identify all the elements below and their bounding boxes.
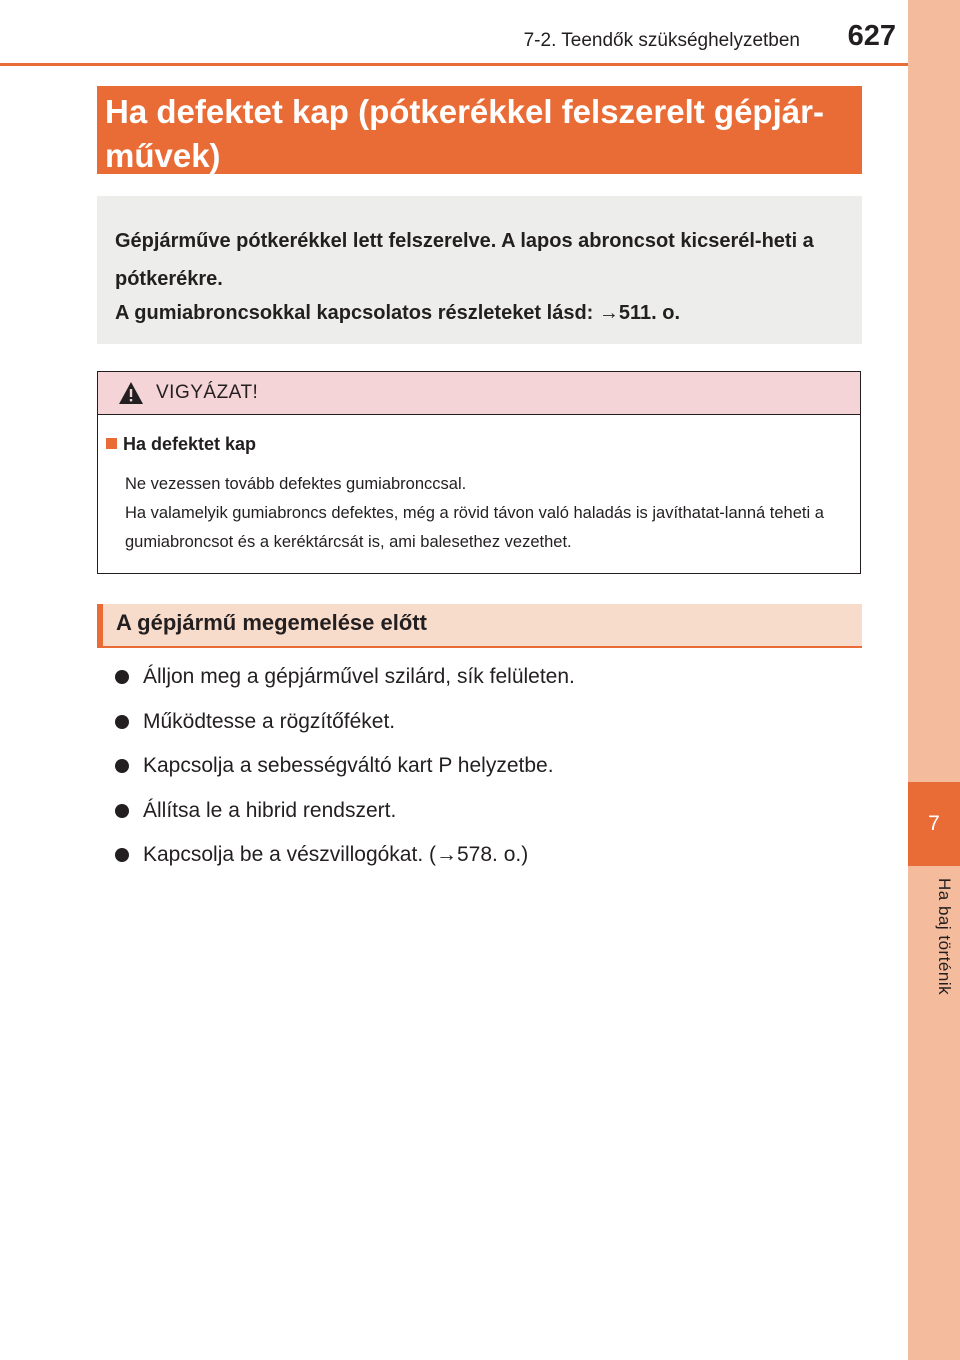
list-item	[115, 744, 875, 789]
bullet-dot-icon	[115, 715, 129, 729]
list-item	[115, 700, 875, 745]
side-tab-strip	[908, 0, 960, 1360]
caution-box	[97, 371, 861, 574]
chapter-title-tab: Ha baj történik	[935, 878, 954, 996]
intro-reference: A gumiabroncsokkal kapcsolatos részleteket lásd: →511. o.	[115, 302, 681, 324]
section-accent-bar	[97, 604, 103, 646]
square-bullet-icon	[106, 438, 117, 449]
list-item-text: Álljon meg a gépjárművel szilárd, sík felületen.	[143, 665, 575, 689]
title-band	[97, 86, 862, 174]
header-rule	[0, 63, 908, 66]
running-head: 7-2. Teendők szükséghelyzetben	[523, 30, 800, 51]
page-number: 627	[847, 20, 896, 52]
list-item-text: Állítsa le a hibrid rendszert.	[143, 798, 397, 822]
list-item	[115, 789, 875, 834]
intro-box	[97, 196, 862, 344]
caution-line: Ha valamelyik gumiabroncs defektes, még a rövid távon való haladás is javíthatat-lanná teheti a gumiabroncsot és a keréktárcsát is, ami balesethez vezethet.	[125, 504, 824, 551]
chapter-number-tab: 7	[908, 782, 960, 866]
section-heading	[97, 604, 862, 648]
caution-subhead	[106, 434, 256, 455]
caution-header	[98, 372, 860, 415]
list-item	[115, 833, 875, 878]
bullet-list	[115, 655, 875, 878]
section-title: A gépjármű megemelése előtt	[116, 610, 427, 635]
intro-text: Gépjárműve pótkerékkel lett felszerelve. A lapos abroncsot kicserél-heti a pótkerékre.	[115, 230, 814, 290]
list-item	[115, 655, 875, 700]
list-item-text: Működtesse a rögzítőféket.	[143, 709, 396, 733]
caution-body	[125, 470, 850, 557]
list-item-text: Kapcsolja a sebességváltó kart P helyzetbe.	[143, 754, 554, 778]
list-item-text: Kapcsolja be a vészvillogókat. (→578. o.)	[143, 843, 529, 867]
page-title: Ha defektet kap (pótkerékkel felszerelt gépjár-művek)	[105, 93, 824, 174]
bullet-dot-icon	[115, 759, 129, 773]
bullet-dot-icon	[115, 848, 129, 862]
caution-title: VIGYÁZAT!	[156, 382, 259, 403]
caution-subhead-text: Ha defektet kap	[123, 434, 257, 454]
bullet-dot-icon	[115, 804, 129, 818]
caution-line: Ne vezessen tovább defektes gumiabronccsal.	[125, 475, 467, 493]
warning-icon	[118, 381, 144, 405]
bullet-dot-icon	[115, 670, 129, 684]
